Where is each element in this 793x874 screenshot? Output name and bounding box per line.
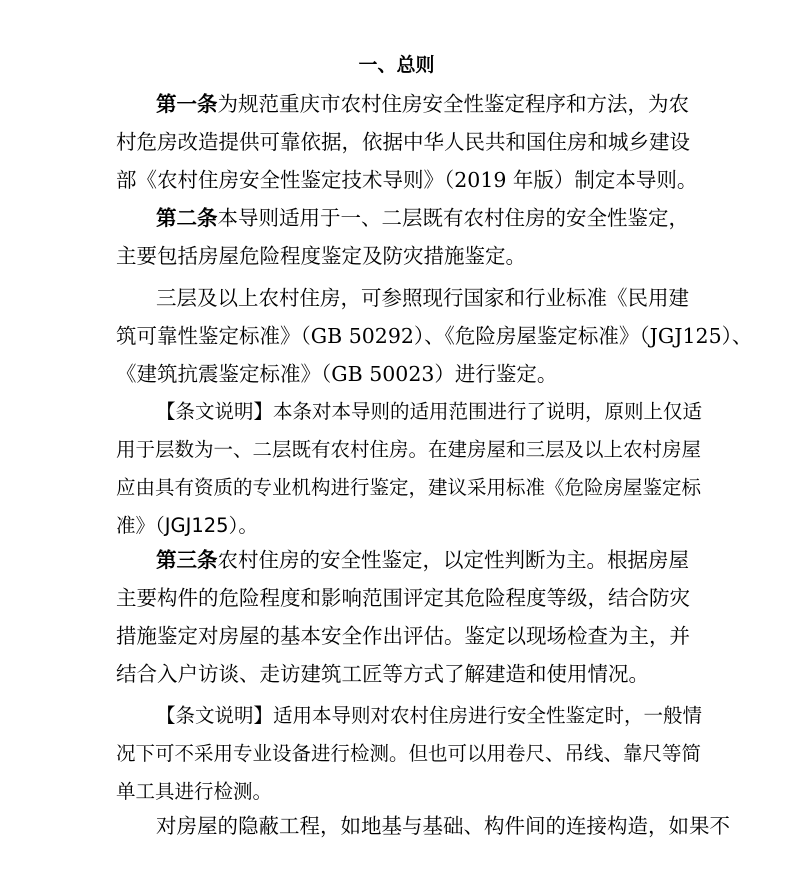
section-heading: 一、总则	[358, 54, 435, 76]
article-1-line-2: 村危房改造提供可靠依据，依据中华人民共和国住房和城乡建设	[116, 130, 690, 154]
note-2-line-3: 单工具进行检测。	[116, 780, 273, 803]
note-2-line-2: 况下可不采用专业设备进行检测。但也可以用卷尺、吊线、靠尺等简	[116, 742, 702, 765]
article-1-label: 第一条	[156, 92, 218, 116]
article-2-para-line-2: 筑可靠性鉴定标准》（GB 50292）、《危险房屋鉴定标准》（JGJ125）、	[116, 324, 753, 348]
note-1-line-3: 应由具有资质的专业机构进行鉴定，建议采用标准《危险房屋鉴定标	[116, 476, 702, 499]
article-3-line-2: 主要构件的危险程度和影响范围评定其危险程度等级，结合防灾	[116, 586, 690, 610]
article-3-text: 农村住房的安全性鉴定，以定性判断为主。根据房屋	[217, 548, 689, 572]
article-1-line-3: 部《农村住房安全性鉴定技术导则》（2019 年版）制定本导则。	[116, 168, 698, 192]
article-1-text: 为规范重庆市农村住房安全性鉴定程序和方法，为农	[217, 92, 689, 116]
article-2-para-line-1: 三层及以上农村住房，可参照现行国家和行业标准《民用建	[156, 286, 689, 310]
article-2-text: 本导则适用于一、二层既有农村住房的安全性鉴定，	[217, 206, 689, 230]
note-1-line-2: 用于层数为一、二层既有农村住房。在建房屋和三层及以上农村房屋	[116, 438, 702, 461]
article-2-line-1	[156, 201, 689, 235]
article-2-label: 第二条	[156, 206, 218, 230]
article-2-para-line-3: 《建筑抗震鉴定标准》（GB 50023）进行鉴定。	[116, 362, 558, 386]
article-2-line-2: 主要包括房屋危险程度鉴定及防灾措施鉴定。	[116, 244, 526, 268]
article-1-line-1	[156, 87, 689, 121]
article-3-line-3: 措施鉴定对房屋的基本安全作出评估。鉴定以现场检查为主，并	[116, 624, 690, 648]
note-2-line-1: 【条文说明】适用本导则对农村住房进行安全性鉴定时，一般情	[156, 704, 703, 727]
note-1-line-4: 准》（JGJ125）。	[116, 514, 258, 537]
article-3-label: 第三条	[156, 548, 218, 572]
last-para-line-1: 对房屋的隐蔽工程，如地基与基础、构件间的连接构造，如果不	[156, 814, 730, 838]
note-1-line-1: 【条文说明】本条对本导则的适用范围进行了说明，原则上仅适	[156, 400, 703, 423]
article-3-line-4: 结合入户访谈、走访建筑工匠等方式了解建造和使用情况。	[116, 662, 649, 686]
article-3-line-1	[156, 543, 689, 577]
